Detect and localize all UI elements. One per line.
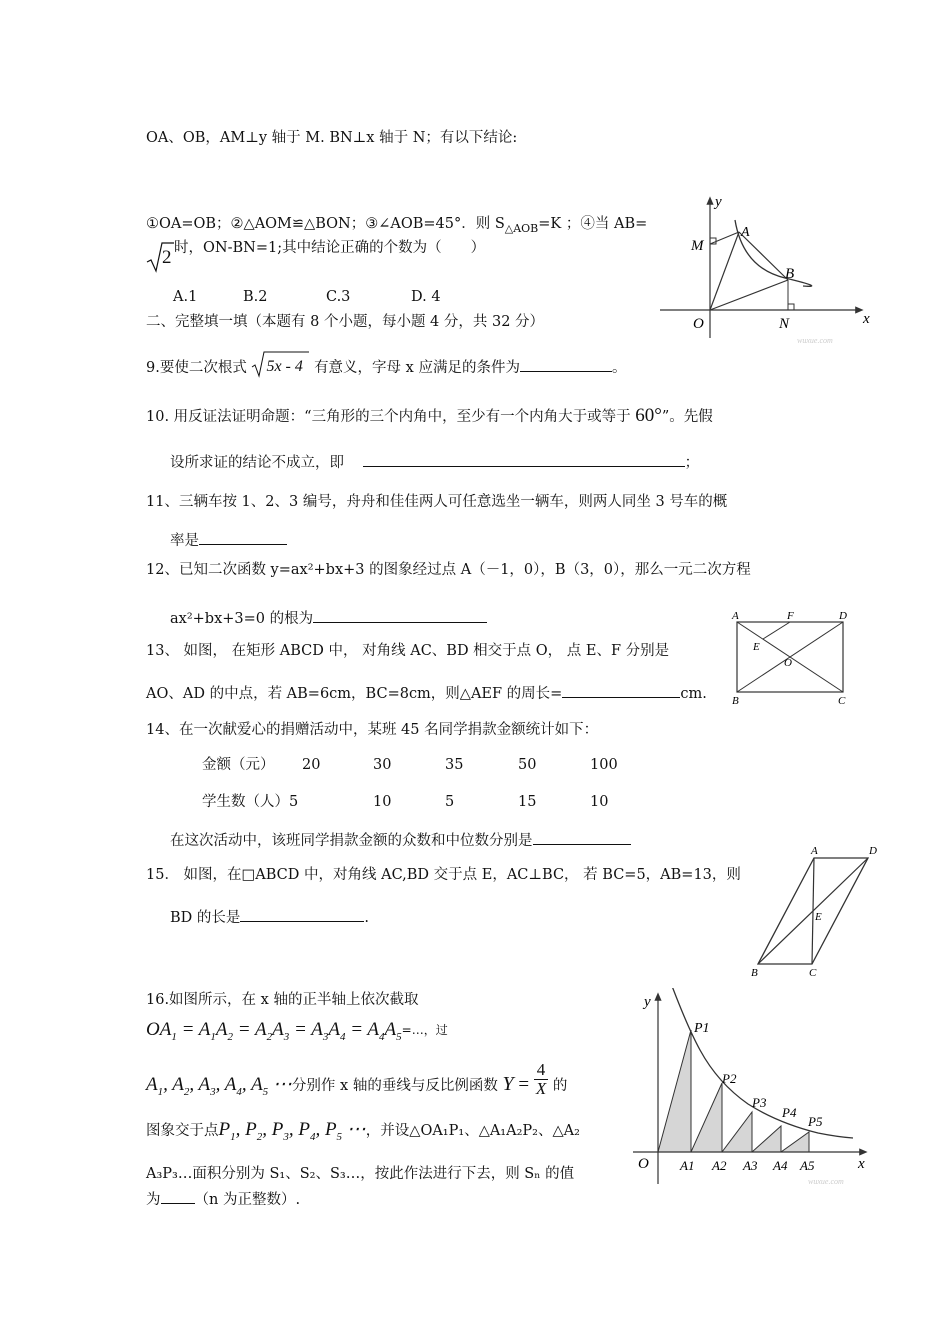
label-p1: P1	[694, 1021, 710, 1036]
q9-line	[146, 352, 626, 378]
q15-figure	[745, 840, 885, 980]
q15-line2-text: BD 的长是	[170, 910, 241, 926]
hyperbola-curve	[672, 988, 853, 1138]
label-a: A	[741, 225, 750, 240]
q16-line5: A₃P₃…面积分别为 S₁、S₂、S₃…，按此作法进行下去，则 Sₙ 的值	[146, 1166, 575, 1182]
label-p5: P5	[808, 1114, 823, 1129]
q16-points-math: $A_1$, $A_2$, $A_3$, $A_4$, $A_5$ ⋯	[146, 1074, 292, 1098]
table-cell: 20	[302, 757, 321, 773]
table-cell: 35	[445, 757, 464, 773]
q16-eq-tail: =…，过	[401, 1023, 448, 1037]
triangle-s5	[781, 1132, 809, 1152]
q10-line2	[170, 452, 699, 473]
section2-title: 二、完整填一填（本题有 8 个小题，每小题 4 分，共 32 分）	[146, 314, 545, 330]
q8-sqrt-value: 2	[162, 247, 172, 268]
q12-line2	[170, 608, 487, 629]
q8-option-a: A.1	[173, 289, 198, 305]
label-p2: P2	[722, 1071, 737, 1086]
table-cell: 金额（元）	[202, 757, 275, 773]
label-x: x	[858, 1156, 865, 1172]
label-a1: A1	[680, 1158, 695, 1173]
segment-ob	[710, 280, 788, 310]
triangle-s3	[722, 1112, 752, 1152]
q9-pre: 9.要使二次根式	[146, 360, 247, 376]
triangle-s4	[752, 1126, 781, 1152]
label-a3: A3	[743, 1158, 758, 1173]
q8-s-subscript: △AOB	[504, 221, 539, 235]
q14-line1: 14、在一次献爱心的捐赠活动中，某班 45 名同学捐款金额统计如下：	[146, 722, 599, 738]
label-b: B	[751, 967, 758, 979]
label-o: O	[638, 1156, 649, 1172]
label-b: B	[785, 266, 795, 282]
q11-line1: 11、三辆车按 1、2、3 编号，舟舟和佳佳两人可任意选坐一辆车，则两人同坐 3 号车的概	[146, 494, 728, 510]
q11-line2	[170, 530, 287, 551]
q16-func-den: X	[535, 1078, 547, 1098]
q15-line2-end: .	[364, 910, 369, 926]
table-cell: 50	[518, 757, 537, 773]
label-f: F	[787, 610, 794, 622]
watermark: wuxue.com	[797, 336, 833, 345]
q8-conclusions-a: ①OA=OB；②△AOM≌△BON；③∠AOB=45°．则 S	[146, 216, 505, 232]
q11-line2-text: 率是	[170, 533, 199, 549]
q16-line6	[146, 1189, 300, 1210]
q16-p-points-math: $P_1$, $P_2$, $P_3$, $P_4$, $P_5$ ⋯	[218, 1119, 366, 1143]
label-m: M	[691, 238, 704, 254]
q15-line1: 15． 如图，在□ABCD 中，对角线 AC,BD 交于点 E，AC⊥BC， 若 BC=5，AB=13，则	[146, 867, 741, 883]
q16-equation-math: $OA_1 = A_1A_2 = A_2A_3 = A_3A_4 = A_4A_5$	[146, 1019, 402, 1043]
q9-radical	[251, 352, 309, 375]
q14-question-text: 在这次活动中，该班同学捐款金额的众数和中位数分别是	[170, 833, 533, 849]
table-cell: 10	[373, 794, 392, 810]
label-b: B	[732, 695, 739, 706]
triangle-s1	[658, 1030, 691, 1152]
label-e: E	[815, 911, 822, 923]
q10-answer-blank[interactable]	[363, 452, 685, 467]
q16-line4	[146, 1120, 580, 1146]
label-n: N	[779, 316, 790, 332]
diagonal-bd	[758, 858, 868, 964]
label-p4: P4	[782, 1105, 797, 1120]
q13-line2-text: AO、AD 的中点，若 AB=6cm，BC=8cm，则△AEF 的周长=	[146, 686, 563, 702]
label-o: O	[693, 316, 704, 332]
q9-post: 有意义，字母 x 应满足的条件为	[314, 360, 520, 376]
q16-answer-blank[interactable]	[161, 1189, 195, 1204]
segment-ef	[763, 622, 790, 639]
q15-line2	[170, 907, 369, 928]
q16-func-y: Y	[502, 1073, 514, 1095]
q9-end: 。	[611, 360, 627, 376]
label-a2: A2	[712, 1158, 727, 1173]
q14-question	[170, 830, 631, 851]
q12-answer-blank[interactable]	[313, 608, 487, 623]
q16-equation	[146, 1020, 448, 1048]
label-a: A	[732, 610, 739, 622]
watermark: wuxue.com	[808, 1177, 844, 1186]
label-y: y	[715, 194, 722, 210]
table-cell: 学生数（人）5	[202, 794, 299, 810]
q13-line2-end: cm.	[680, 686, 707, 702]
q12-line2-text: ax²+bx+3=0 的根为	[170, 611, 314, 627]
q8-conclusions-c: 时，ON-BN=1;其中结论正确的个数为（ ）	[174, 240, 486, 256]
q8-option-c: C.3	[326, 289, 351, 305]
q16-line1: 16.如图所示，在 x 轴的正半轴上依次截取	[146, 992, 419, 1008]
q8-conclusions-b: =K ；④当 AB=	[538, 216, 648, 232]
label-a: A	[811, 845, 818, 857]
q8-option-b: B.2	[243, 289, 268, 305]
label-d: D	[869, 845, 877, 857]
label-a5: A5	[800, 1158, 815, 1173]
label-c: C	[838, 695, 846, 706]
table-cell: 10	[590, 794, 609, 810]
q15-answer-blank[interactable]	[240, 907, 364, 922]
label-y: y	[644, 994, 651, 1010]
table-cell: 15	[518, 794, 537, 810]
q16-fraction	[534, 1061, 549, 1098]
q16-points-line: $A_1$, $A_2$, $A_3$, $A_4$, $A_5$ ⋯分别作 x 轴的垂线与反比例函数 Y = $\frac{4}{X}$ 的	[146, 1059, 568, 1098]
right-angle-n	[788, 304, 794, 310]
q13-line2	[146, 683, 707, 704]
q14-answer-blank[interactable]	[533, 830, 631, 845]
label-c: C	[809, 967, 817, 979]
q16-line6-post: （n 为正整数）.	[194, 1192, 301, 1208]
label-p3: P3	[752, 1095, 767, 1110]
q8-option-d: D. 4	[411, 289, 441, 305]
q13-figure	[728, 606, 858, 706]
q10-line2-end: ；	[684, 455, 700, 471]
q8-conclusions	[146, 214, 647, 239]
q13-answer-blank[interactable]	[562, 683, 680, 698]
q10-line2-text: 设所求证的结论不成立，即	[170, 455, 344, 471]
q16-figure	[628, 988, 878, 1188]
table-cell: 30	[373, 757, 392, 773]
q8-line1: OA、OB，AM⊥y 轴于 M. BN⊥x 轴于 N；有以下结论:	[146, 130, 518, 146]
table-cell: 100	[590, 757, 618, 773]
q16-line6-pre: 为	[146, 1192, 161, 1208]
label-e: E	[753, 641, 760, 653]
q12-line1: 12、已知二次函数 y=ax²+bx+3 的图象经过点 A（－1，0），B（3，0），那么一元二次方程	[146, 562, 751, 578]
q16-line4-pre: 图象交于点	[146, 1123, 219, 1139]
q16-points-text: 分别作 x 轴的垂线与反比例函数	[291, 1078, 498, 1094]
q10-text: 10. 用反证法证明命题：“三角形的三个内角中，至少有一个内角大于或等于	[146, 409, 631, 425]
q9-answer-blank[interactable]	[520, 357, 612, 372]
q9-radicand: 5x - 4	[266, 358, 303, 375]
q16-func-end: 的	[552, 1078, 568, 1094]
triangle-s2	[691, 1083, 722, 1152]
label-a4: A4	[773, 1158, 788, 1173]
label-d: D	[839, 610, 847, 622]
q16-func-num: 4	[534, 1061, 549, 1080]
q10-line1	[146, 406, 713, 427]
q10-line1-end: ”。先假	[661, 409, 713, 425]
label-x: x	[863, 311, 870, 327]
q13-line1: 13、 如图， 在矩形 ABCD 中， 对角线 AC、BD 相交于点 O， 点 E、F 分别是	[146, 643, 670, 659]
q11-answer-blank[interactable]	[199, 530, 287, 545]
table-cell: 5	[445, 794, 455, 810]
q10-degree: 60°	[635, 405, 662, 426]
label-o: O	[784, 657, 792, 669]
q8-figure	[655, 188, 880, 348]
q16-line4-post: ，并设△OA₁P₁、△A₁A₂P₂、△A₂	[365, 1123, 580, 1139]
